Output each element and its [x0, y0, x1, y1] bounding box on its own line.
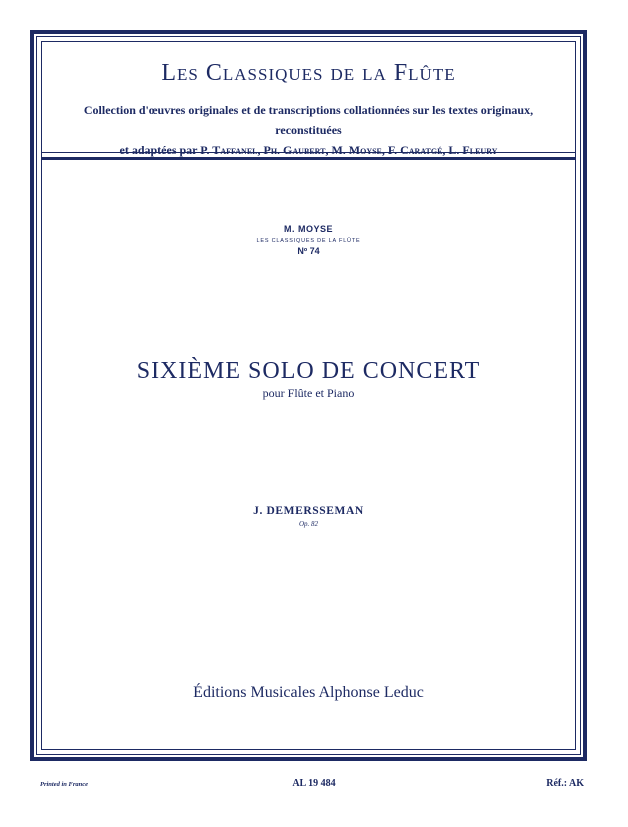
series-name-small: LES CLASSIQUES DE LA FLÛTE	[256, 238, 361, 244]
editors-list: P. Taffanel, Ph. Gaubert, M. Moyse, F. Caratgé, L. Fleury	[200, 143, 498, 157]
header-divider-thick	[41, 157, 576, 160]
description-prefix: et adaptées par	[119, 143, 198, 157]
catalog-number: AL 19 484	[292, 778, 336, 789]
series-title: Les Classiques de la Flûte	[161, 60, 456, 86]
work-title: SIXIÈME SOLO DE CONCERT	[136, 358, 481, 384]
printed-in-note: Printed in France	[40, 781, 89, 788]
work-subtitle: pour Flûte et Piano	[262, 386, 355, 400]
publisher-name: Éditions Musicales Alphonse Leduc	[193, 684, 424, 701]
reference-code: Réf.: AK	[546, 778, 584, 789]
opus-number: Op. 82	[298, 520, 319, 528]
series-number: Nº 74	[297, 246, 320, 256]
collection-description	[55, 100, 562, 160]
series-editor: M. MOYSE	[283, 224, 333, 234]
header-divider-thin	[41, 152, 576, 153]
description-line-1: Collection d'œuvres originales et de transcriptions collationnées sur les textes originaux, reconstituées	[83, 103, 534, 137]
composer-name: J. DEMERSSEMAN	[253, 505, 364, 517]
